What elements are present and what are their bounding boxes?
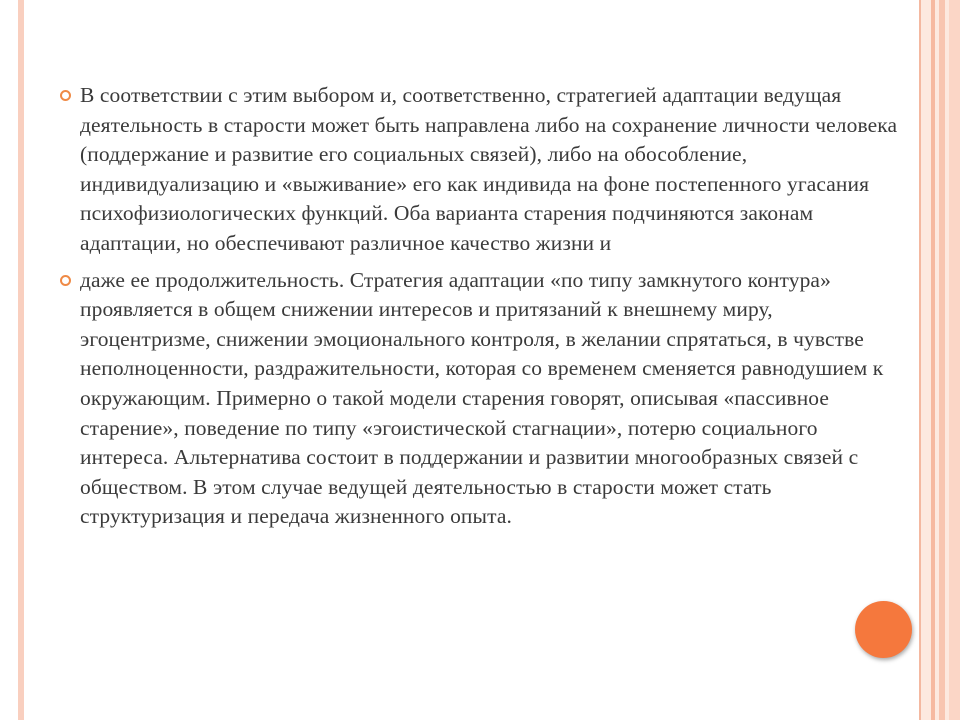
bullet-ring-icon — [60, 275, 71, 286]
decorative-circle — [855, 601, 912, 658]
right-stripe-1 — [919, 0, 921, 720]
bullet-text: В соответствии с этим выбором и, соответственно, стратегией адаптации ведущая деятельность в старости может быть направлена либо на сохранение личности человека (поддержание и развитие его социальных связей), либо на обособление, индивидуализацию и «выживание» его как индивида на фоне постепенного угасания психофизиологических функций. Оба варианта старения подчиняются законам адаптации, но обеспечивают различное качество жизни и — [80, 83, 898, 255]
right-stripe-3 — [939, 0, 945, 720]
bullet-item — [60, 81, 905, 259]
right-stripe-2 — [931, 0, 935, 720]
left-frame-stripe — [18, 0, 24, 720]
right-stripe-4 — [949, 0, 960, 720]
bullet-ring-icon — [60, 90, 71, 101]
right-frame-stripes — [919, 0, 960, 720]
slide-body — [60, 81, 905, 532]
bullet-item — [60, 266, 905, 532]
bullet-text: даже ее продолжительность. Стратегия адаптации «по типу замкнутого контура» проявляется в общем снижении интересов и притязаний к внешнему миру, эгоцентризме, снижении эмоционального контроля, в желании спрятаться, в чувстве неполноценности, раздражительности, которая со временем сменяется равнодушием к окружающим. Примерно о такой модели старения говорят, описывая «пассивное старение», поведение по типу «эгоистической стагнации», потерю социального интереса. Альтернатива состоит в поддержании и развитии многообразных связей с обществом. В этом случае ведущей деятельностью в старости может стать структуризация и передача жизненного опыта. — [80, 267, 884, 529]
